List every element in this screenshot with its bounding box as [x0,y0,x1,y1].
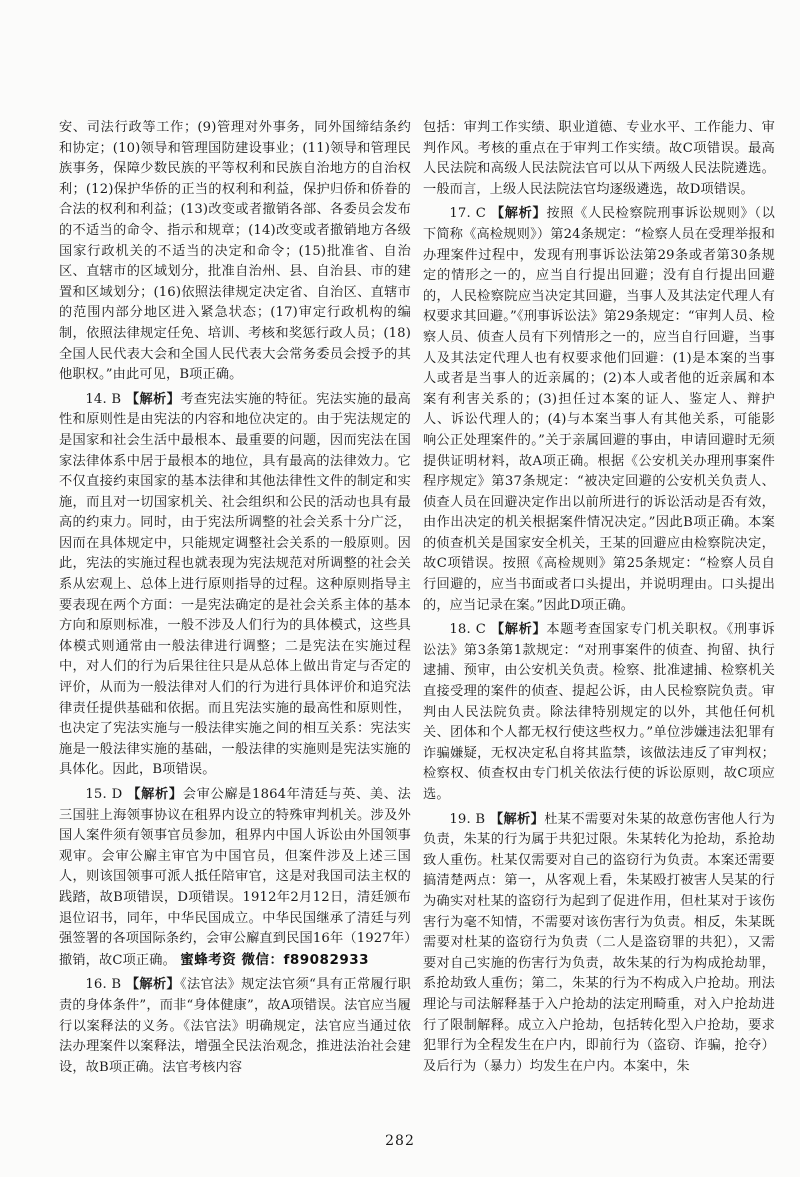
answer-number: 18. C [449,622,486,638]
analysis-tag: 【解析】 [125,391,181,407]
answer-number: 17. C [449,206,486,222]
left-column [59,118,411,1082]
answer-16 [59,975,411,1078]
answer-text: 杜某不需要对朱某的故意伤害他人行为负责，朱某的行为属于共犯过限。朱某转化为抢劫，系抢劫致人重伤。杜某仅需要对自己的盗窃行为负责。本案还需要搞清楚两点：第一，从客观上看，朱某殴打被害人吴某的行为确实对杜某的盗窃行为起到了促进作用，但杜某对于该伤害行为毫不知情，不需要对该伤害行为负责。相反，朱某既需要对杜某的盗窃行为负责（二人是盗窃罪的共犯），又需要对自己实施的伤害行为负责，故朱某的行为构成抢劫罪，系抢劫致人重伤；第二，朱某的行为不构成入户抢劫。刑法理论与司法解释基于入户抢劫的法定刑畸重，对入户抢劫进行了限制解释。成立入户抢劫，包括转化型入户抢劫，要求犯罪行为全程发生在户内，即前行为（盗窃、诈骗，抢夺）及后行为（暴力）均发生在户内。本案中，朱 [423,811,775,1074]
paragraph-continuation: 安、司法行政等工作；(9)管理对外事务，同外国缔结条约和协定；(10)领导和管理国防建设事业；(11)领导和管理民族事务，保障少数民族的平等权利和民族自治地方的自治权利；(12)保护华侨的正当的权利和利益，保护归侨和侨眷的合法的权利和利益；(13)改变或者撤销各部、各委员会发布的不适当的命令、指示和规章；(14)改变或者撤销地方各级国家行政机关的不适当的决定和命令；(15)批准省、自治区、直辖市的区域划分，批准自治州、县、自治县、市的建置和区域划分；(16)依照法律规定决定省、自治区、直辖市的范围内部分地区进入紧急状态；(17)审定行政机构的编制，依照法律规定任免、培训、考核和奖惩行政人员；(18)全国人民代表大会和全国人民代表大会常务委员会授予的其他职权。”由此可见，B项正确。 [59,120,411,383]
answer-number: 15. D [85,787,123,802]
analysis-tag: 【解析】 [125,977,181,993]
answer-text: 本题考查国家专门机关职权。《刑事诉讼法》第3条第1款规定：“对刑事案件的侦查、拘留、执行逮捕、预审，由公安机关负责。检察、批准逮捕、检察机关直接受理的案件的侦查、提起公诉，由人民检察院负责。审判由人民法院负责。除法律特别规定的以外，其他任何机关、团体和个人都无权行使这些权力。”单位涉嫌违法犯罪有诈骗嫌疑，无权决定私自将其监禁，该做法违反了审判权；检察权、侦查权由专门机关依法行使的诉讼原则，故C项应选。 [423,622,776,802]
analysis-tag: 【解析】 [490,206,547,222]
answer-17 [423,204,775,616]
paragraph-continuation: 包括：审判工作实绩、职业道德、专业水平、工作能力、审判作风。考核的重点在于审判工作实绩。故C项错误。最高人民法院和高级人民法院法官可以从下两级人民法院遴选。一般而言，上级人民法院法官均逐级遴选，故D项错误。 [423,120,775,197]
watermark-text: 蜜蜂考资 微信：f89082933 [180,951,370,968]
right-column [423,118,775,1081]
answer-text: 按照《人民检察院刑事诉讼规则》（以下简称《高检规则》）第24条规定：“检察人员在受理举报和办理案件过程中，发现有刑事诉讼法第29条或者第30条规定的情形之一的，应当自行提出回避；没有自行提出回避的，人民检察院应当决定其回避，当事人及其法定代理人有权要求其回避。”《刑事诉讼法》第29条规定：“审判人员、检察人员、侦查人员有下列情形之一的，应当自行回避，当事人及其法定代理人也有权要求他们回避：(1)是本案的当事人或者是当事人的近亲属的；(2)本人或者他的近亲属和本案有利害关系的；(3)担任过本案的证人、鉴定人、辩护人、诉讼代理人的；(4)与本案当事人有其他关系，可能影响公正处理案件的。”关于亲属回避的事由，申请回避时无须提供证明材料，故A项正确。根据《公安机关办理刑事案件程序规定》第37条规定：“被决定回避的公安机关负责人、侦查人员在回避决定作出以前所进行的诉讼活动是否有效，由作出决定的机关根据案件情况决定。”因此B项正确。本案的侦查机关是国家安全机关，王某的回避应由检察院决定，故C项错误。按照《高检规则》第25条规定：“检察人员自行回避的，应当书面或者口头提出，并说明理由。口头提出的，应当记录在案。”因此D项正确。 [423,206,776,613]
answer-15 [59,785,411,971]
answer-14 [59,390,411,781]
answer-19 [423,810,775,1078]
answer-18 [423,620,775,805]
page-number: 282 [385,1133,415,1149]
answer-text: 《法官法》规定法官须“具有正常履行职责的身体条件”，而非“身体健康”，故A项错误。法官应当履行以案释法的义务。《法官法》明确规定，法官应当通过依法办理案件以案释法，增强全民法治观念，推进法治社会建设，故B项正确。法官考核内容 [59,977,411,1075]
answer-number: 16. B [85,977,122,993]
answer-number: 14. B [85,391,122,407]
answer-text: 会审公廨是1864年清廷与英、美、法三国驻上海领事协议在租界内设立的特殊审判机关。涉及外国人案件须有领事官员参加，租界内中国人诉讼由外国领事观审。会审公廨主审官为中国官员，但案件涉及上述三国人，则该国领事可派人抵任陪审官，这是对我国司法主权的践踏，故B项错误，D项错误。1912年2月12日，清廷颁布退位诏书，同年，中华民国成立。中华民国继承了清廷与列强签署的各项国际条约，会审公廨直到民国16年（1927年）撤销，故C项正确。 [59,787,411,968]
analysis-tag: 【解析】 [489,811,545,827]
analysis-tag: 【解析】 [127,787,183,802]
analysis-tag: 【解析】 [490,622,547,638]
answer-text: 考查宪法实施的特征。宪法实施的最高性和原则性是由宪法的内容和地位决定的。由于宪法规定的是国家和社会生活中最根本、最重要的问题，因而宪法在国家法律体系中居于最根本的地位，具有最高的法律效力。它不仅直接约束国家的基本法律和其他法律性文件的制定和实施，而且对一切国家机关、社会组织和公民的活动也具有最高的约束力。同时，由于宪法所调整的社会关系十分广泛，因而在具体规定中，只能规定调整社会关系的一般原则。因此，宪法的实施过程也就表现为宪法规范对所调整的社会关系从宏观上、总体上进行原则指导的过程。这种原则指导主要表现在两个方面：一是宪法确定的是社会关系主体的基本方向和原则标准，一般不涉及人们行为的具体模式，这些具体模式则通常由一般法律进行调整；二是宪法在实施过程中，对人们的行为后果往往只是从总体上做出肯定与否定的评价，从而为一般法律对人们的行为进行具体评价和追究法律责任提供基础和依据。而且宪法实施的最高性和原则性，也决定了宪法实施与一般法律实施之间的相互关系：宪法实施是一般法律实施的基础，一般法律的实施则是宪法实施的具体化。因此，B项错误。 [59,391,411,778]
answer-number: 19. B [449,811,486,827]
